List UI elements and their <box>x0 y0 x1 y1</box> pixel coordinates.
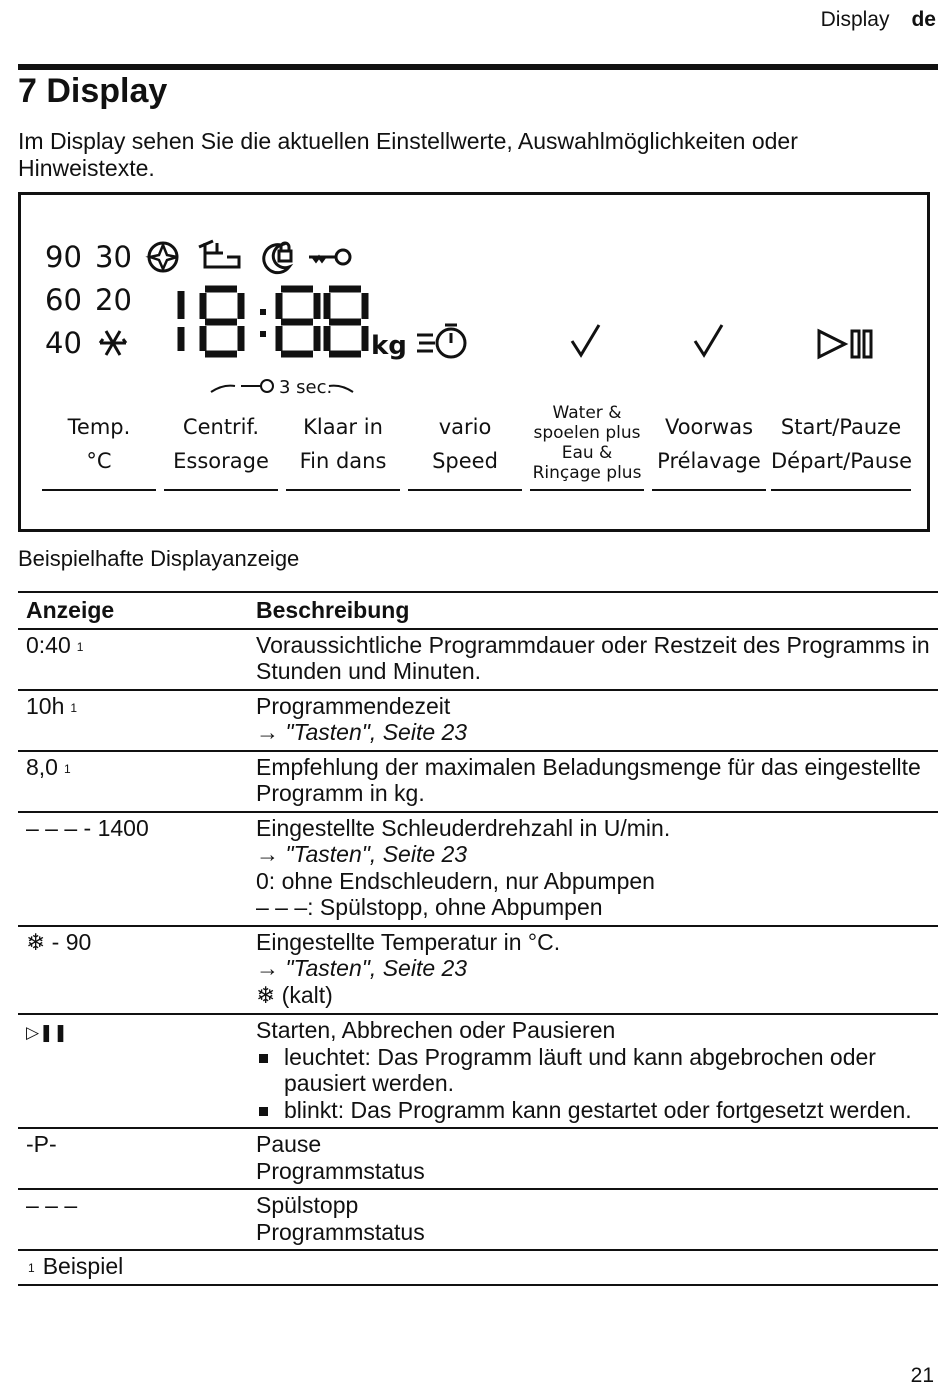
running-header <box>821 8 936 32</box>
lock-hint-text: 3 sec. <box>279 377 333 398</box>
button-centrif-label: Centrif. <box>182 415 260 439</box>
button-water-line2: spoelen plus <box>533 423 641 443</box>
button-klaar-label: Klaar in <box>303 415 383 439</box>
footnote-mark: 1 <box>70 700 78 715</box>
button-underline <box>164 489 278 491</box>
cell-anzeige: – – – <box>18 1189 248 1250</box>
play-pause-icon: ▷❚❚ <box>26 1023 68 1043</box>
play-pause-icon <box>819 331 871 357</box>
snowflake-icon <box>100 331 126 355</box>
anzeige-value: 10h <box>26 692 65 719</box>
description-text: Programmstatus <box>256 1157 425 1184</box>
childlock-key-icon <box>309 250 350 264</box>
footnote-mark: 1 <box>76 639 84 654</box>
check-icon <box>572 325 599 355</box>
figure-caption: Beispielhafte Displayanzeige <box>18 546 300 571</box>
footnote-mark: 1 <box>63 761 71 776</box>
cell-anzeige <box>18 1014 248 1128</box>
temp-40: 40 <box>45 326 82 360</box>
cross-reference-link[interactable]: → "Tasten", Seite 23 <box>256 719 468 745</box>
cell-anzeige <box>18 926 248 1015</box>
page-number: 21 <box>910 1364 934 1387</box>
temp-30: 30 <box>95 240 132 274</box>
button-start-label: Start/Pauze <box>780 415 902 439</box>
seven-segment-display <box>181 289 365 354</box>
cell-beschreibung <box>248 926 938 1015</box>
page-title: 7 Display <box>18 72 168 110</box>
table-row <box>18 1014 938 1128</box>
button-underline <box>42 489 156 491</box>
button-centrif-label-fr: Essorage <box>173 449 269 473</box>
intro-text: Im Display sehen Sie die aktuellen Einstellwerte, Auswahlmöglichkeiten oder Hinweistexte. <box>18 128 798 181</box>
cross-reference-link[interactable]: → "Tasten", Seite 23 <box>256 955 468 981</box>
tap-icon <box>199 241 239 267</box>
button-water-line1: Water & <box>552 403 622 423</box>
stain-icon <box>149 243 177 271</box>
table-row <box>18 751 938 812</box>
lcd-illustration <box>21 195 927 529</box>
description-text: – – –: Spülstopp, ohne Abpumpen <box>256 894 603 920</box>
description-text: Programmstatus <box>256 1218 425 1245</box>
button-voorwas-label-fr: Prélavage <box>657 449 761 473</box>
footnote-row <box>18 1250 938 1285</box>
description-text: Eingestellte Schleuderdrehzahl in U/min. <box>256 814 671 841</box>
cell-beschreibung <box>248 629 938 690</box>
cell-beschreibung <box>248 812 938 926</box>
table-row <box>18 690 938 751</box>
cell-anzeige: -P- <box>18 1128 248 1189</box>
button-klaar-label-fr: Fin dans <box>299 449 387 473</box>
button-underline <box>286 489 400 491</box>
button-vario-label: vario <box>438 415 492 439</box>
cell-beschreibung <box>248 1014 938 1128</box>
anzeige-value: 8,0 <box>26 753 58 780</box>
check-icon <box>695 325 722 355</box>
description-text: 0: ohne Endschleudern, nur Abpumpen <box>256 867 655 894</box>
description-extra: (kalt) <box>275 981 333 1008</box>
footnote-text: Beispiel <box>42 1253 124 1279</box>
temp-20: 20 <box>95 283 132 317</box>
snowflake-icon: ❄ <box>256 982 276 1009</box>
button-start-label-fr: Départ/Pause <box>771 449 912 473</box>
display-panel <box>18 192 930 532</box>
button-speed-label: Speed <box>432 449 498 473</box>
description-text: Starten, Abbrechen oder Pausieren <box>256 1017 616 1043</box>
button-voorwas-label: Voorwas <box>664 415 754 439</box>
header-anzeige: Anzeige <box>18 592 248 629</box>
button-underline <box>652 489 766 491</box>
button-underline <box>530 489 644 491</box>
cell-beschreibung <box>248 1189 938 1250</box>
table-row <box>18 1189 938 1250</box>
cell-anzeige <box>18 629 248 690</box>
button-underline <box>771 489 911 491</box>
cell-anzeige <box>18 751 248 812</box>
button-water-line4: Rinçage plus <box>532 463 642 483</box>
table-row <box>18 926 938 1015</box>
temp-60: 60 <box>45 283 82 317</box>
cell-anzeige: – – – - 1400 <box>18 812 248 926</box>
description-text: Programmendezeit <box>256 692 451 719</box>
footnote-mark: 1 <box>28 1261 35 1275</box>
kg-unit: kg <box>371 331 407 361</box>
table-row <box>18 629 938 690</box>
description-text: Spülstopp <box>256 1192 359 1218</box>
table-header-row <box>18 592 938 629</box>
description-text: Pause <box>256 1131 322 1157</box>
end-time-clock-icon <box>417 325 465 357</box>
description-text <box>256 982 930 1010</box>
table-row <box>18 1128 938 1189</box>
table-row <box>18 812 938 926</box>
cell-beschreibung <box>248 690 938 751</box>
display-table <box>18 591 938 1286</box>
cell-beschreibung <box>248 1128 938 1189</box>
header-beschreibung: Beschreibung <box>248 592 938 629</box>
cell-anzeige <box>18 690 248 751</box>
anzeige-value: 0:40 <box>26 631 71 658</box>
button-underline <box>408 489 522 491</box>
cross-reference-link[interactable]: → "Tasten", Seite 23 <box>256 841 468 867</box>
button-temp-label: Temp. <box>67 415 131 439</box>
bullet-item: blinkt: Das Programm kann gestartet oder fortgesetzt werden. <box>256 1097 930 1124</box>
header-section: Display <box>820 8 890 31</box>
anzeige-value: - 90 <box>45 928 92 955</box>
description-text: Eingestellte Temperatur in °C. <box>256 928 561 955</box>
footnote <box>18 1250 938 1285</box>
description-text: Empfehlung der maximalen Beladungsmenge für das eingestellte Programm in kg. <box>256 753 921 806</box>
cell-beschreibung <box>248 751 938 812</box>
button-water-line3: Eau & <box>561 443 613 463</box>
description-text: Voraussichtliche Programmdauer oder Restzeit des Programms in Stunden und Minuten. <box>256 631 930 684</box>
top-rule <box>18 64 938 70</box>
night-icon <box>264 243 291 273</box>
button-temp-unit: °C <box>86 449 112 473</box>
header-lang: de <box>911 8 936 31</box>
bullet-item: leuchtet: Das Programm läuft und kann abgebrochen oder pausiert werden. <box>256 1044 930 1097</box>
snowflake-icon: ❄ <box>26 929 46 956</box>
temp-90: 90 <box>45 240 82 274</box>
